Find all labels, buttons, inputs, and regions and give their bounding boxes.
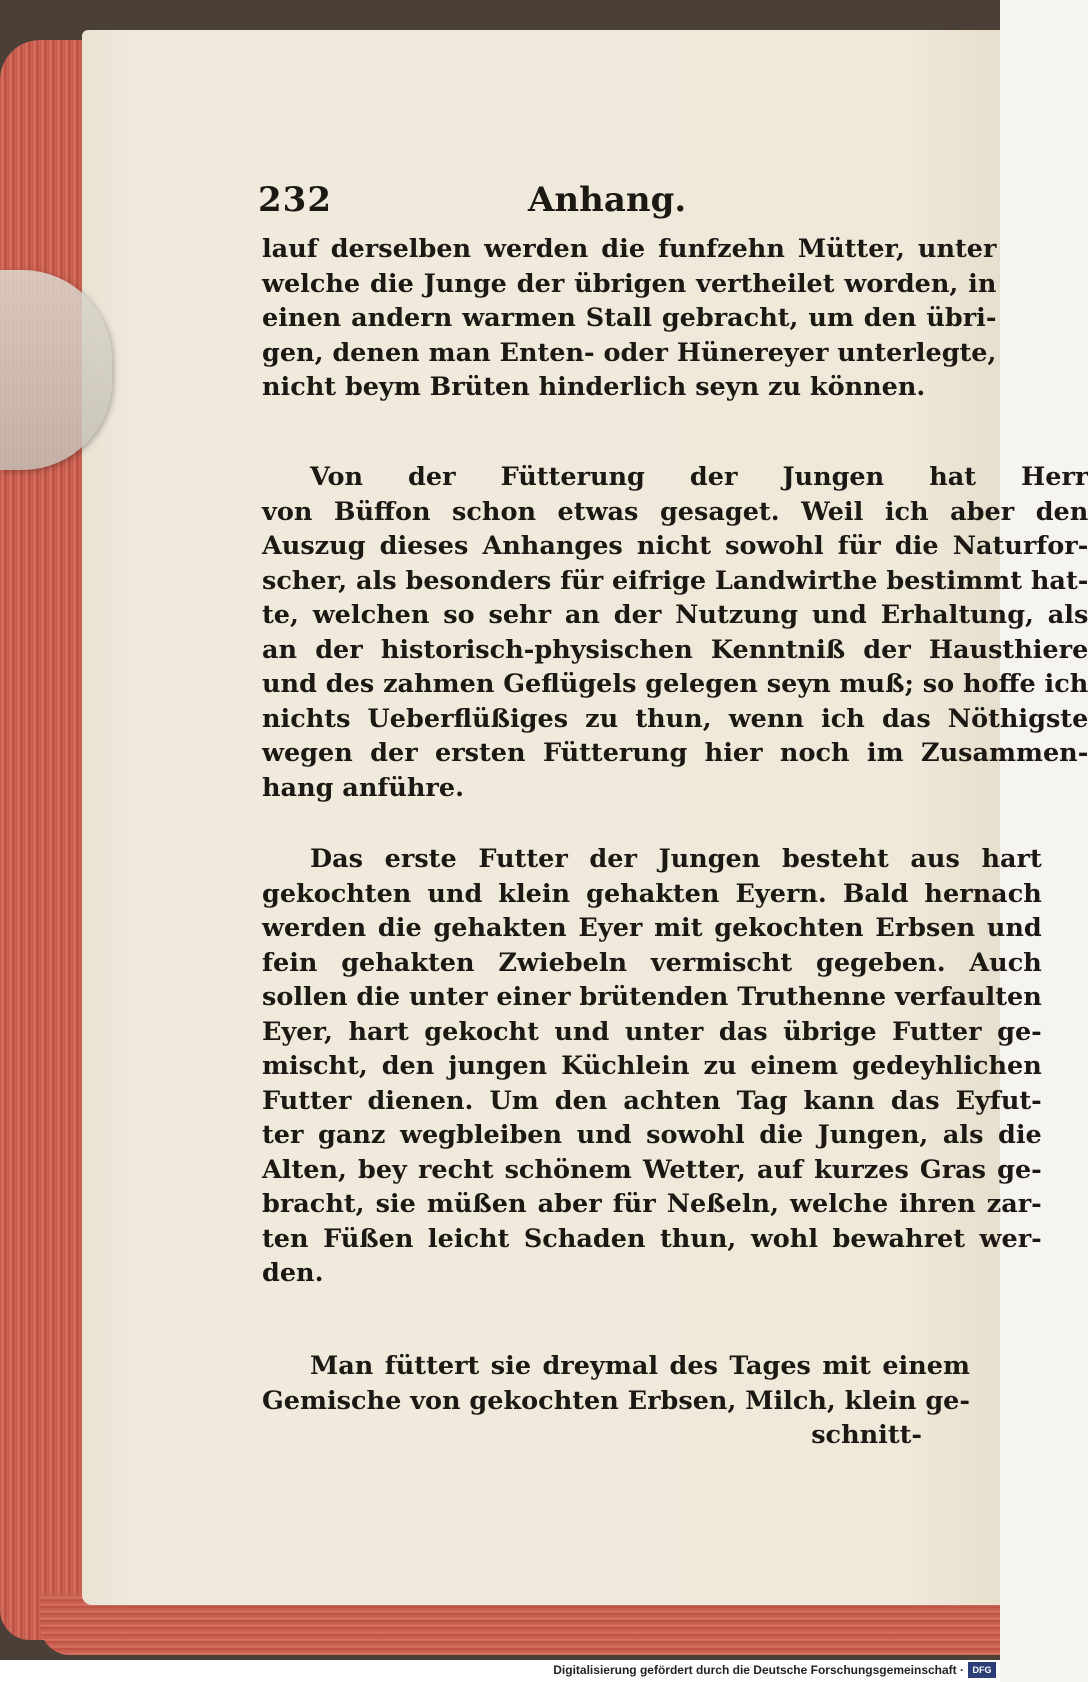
text-line: hang anführe. bbox=[262, 772, 464, 803]
paragraph-2 bbox=[262, 460, 1088, 805]
text-line: und des zahmen Geflügels gelegen seyn muß; so hoffe ich bbox=[262, 669, 1088, 699]
text-line: ter ganz wegbleiben und sowohl die Jungen, als die bbox=[262, 1120, 1042, 1150]
paragraph-1 bbox=[262, 232, 996, 405]
text-line: te, welchen so sehr an der Nutzung und Erhaltung, als bbox=[262, 600, 1088, 630]
text-line: gen, denen man Enten- oder Hünereyer unterlegte, bbox=[262, 337, 997, 368]
paragraph-3 bbox=[262, 842, 1042, 1291]
text-line: den. bbox=[262, 1258, 324, 1288]
text-line: wegen der ersten Fütterung hier noch im Zusammen- bbox=[262, 738, 1088, 768]
text-line: welche die Junge der übrigen vertheilet worden, in bbox=[262, 268, 997, 299]
dfg-logo: DFG bbox=[968, 1662, 996, 1678]
text-line: einen andern warmen Stall gebracht, um den übri- bbox=[262, 303, 997, 333]
text-line: Das erste Futter der Jungen besteht aus hart bbox=[310, 844, 1042, 874]
footer-bar bbox=[0, 1660, 1000, 1682]
paragraph-4 bbox=[262, 1349, 970, 1418]
text-line: Eyer, hart gekocht und unter das übrige Futter ge- bbox=[262, 1016, 1042, 1047]
text-line: scher, als besonders für eifrige Landwirthe bestimmt hat- bbox=[262, 565, 1088, 596]
text-line: sollen die unter einer brütenden Truthenne verfaulten bbox=[262, 982, 1042, 1012]
catchword: schnitt- bbox=[811, 1420, 922, 1450]
text-line: mischt, den jungen Küchlein zu einem gedeyhlichen bbox=[262, 1051, 1042, 1081]
page-header bbox=[258, 180, 798, 230]
text-line: nichts Ueberflüßiges zu thun, wenn ich das Nöthigste bbox=[262, 703, 1088, 734]
text-line: von Büffon schon etwas gesaget. Weil ich aber den bbox=[262, 496, 1088, 527]
page-number: 232 bbox=[258, 180, 332, 220]
text-line: lauf derselben werden die funfzehn Mütter, unter bbox=[262, 234, 997, 264]
text-line: Gemische von gekochten Erbsen, Milch, klein ge- bbox=[262, 1385, 970, 1416]
text-line: Von der Fütterung der Jungen hat Herr bbox=[310, 462, 1088, 492]
text-line: Man füttert sie dreymal des Tages mit einem bbox=[310, 1351, 970, 1381]
running-head: Anhang. bbox=[528, 180, 687, 220]
text-line: Futter dienen. Um den achten Tag kann das Eyfut- bbox=[262, 1085, 1042, 1116]
text-line: an der historisch-physischen Kenntniß der Hausthiere bbox=[262, 634, 1088, 665]
text-line: Auszug dieses Anhanges nicht sowohl für die Naturfor- bbox=[262, 531, 1088, 561]
text-line: bracht, sie müßen aber für Neßeln, welche ihren zar- bbox=[262, 1189, 1042, 1219]
text-line: fein gehakten Zwiebeln vermischt gegeben. Auch bbox=[262, 947, 1042, 978]
text-line: nicht beym Brüten hinderlich seyn zu können. bbox=[262, 372, 926, 402]
text-line: Alten, bey recht schönem Wetter, auf kurzes Gras ge- bbox=[262, 1154, 1042, 1185]
text-line: ten Füßen leicht Schaden thun, wohl bewahret wer- bbox=[262, 1223, 1042, 1254]
text-line: werden die gehakten Eyer mit gekochten Erbsen und bbox=[262, 913, 1042, 943]
footer-credit: Digitalisierung gefördert durch die Deutsche Forschungsgemeinschaft · bbox=[553, 1663, 964, 1677]
text-line: gekochten und klein gehakten Eyern. Bald hernach bbox=[262, 878, 1042, 909]
